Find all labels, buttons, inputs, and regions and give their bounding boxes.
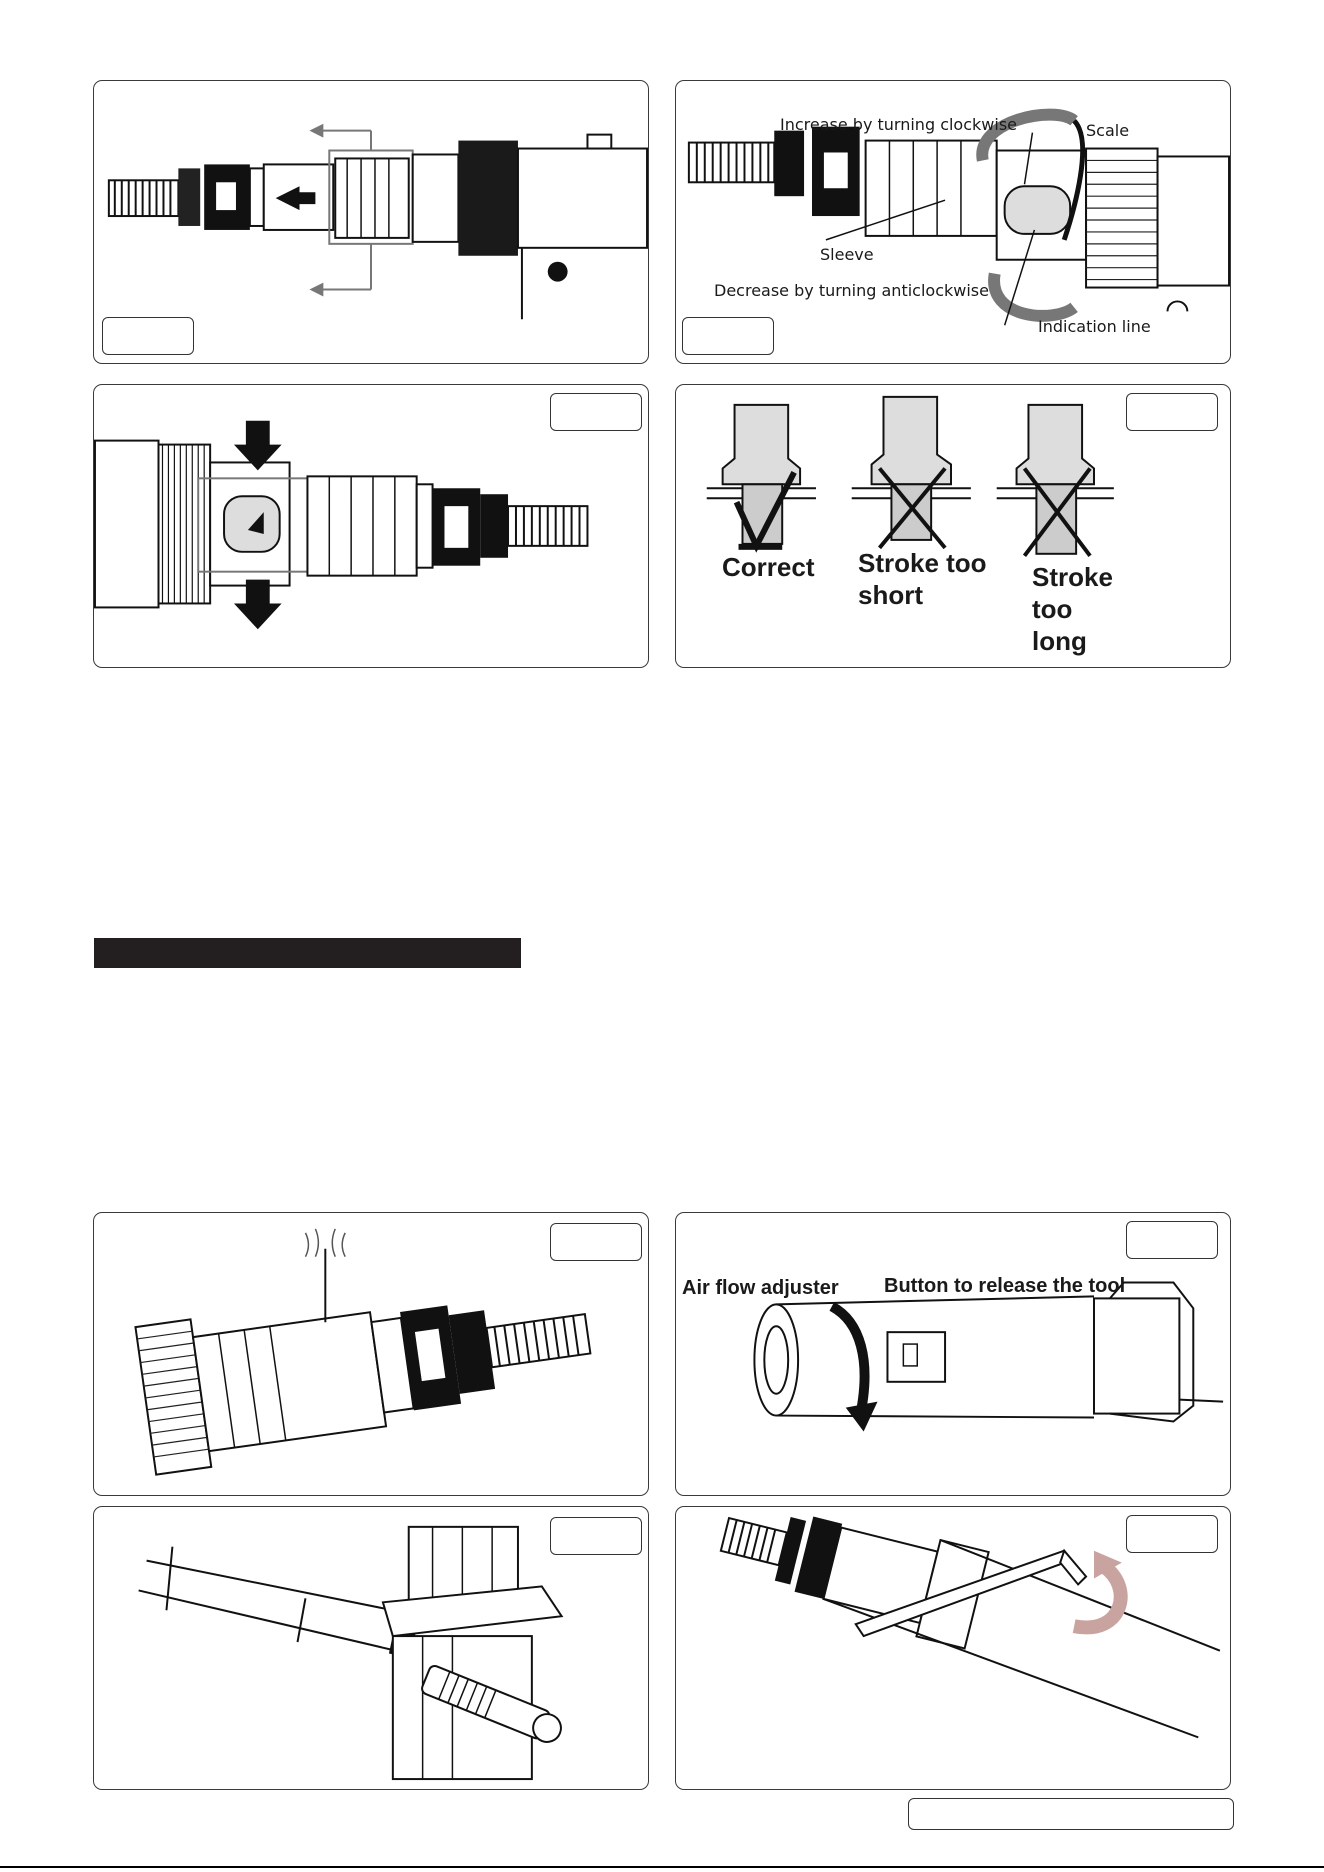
- bottom-rule: [0, 1866, 1324, 1868]
- figure-panel-fitting: [93, 1506, 649, 1790]
- figure-panel-rivet-results: [675, 384, 1231, 668]
- figure-number-tag: [550, 1223, 642, 1261]
- figure-panel-disassembly: [93, 80, 649, 364]
- label-stroke-too-long-line2: too: [1032, 594, 1073, 624]
- figure-number-tag: [682, 317, 774, 355]
- figure-panel-hex-key: [675, 1506, 1231, 1790]
- label-indication-line: Indication line: [1038, 317, 1151, 336]
- label-decrease-anticlockwise: Decrease by turning anticlockwise: [714, 281, 989, 300]
- label-stroke-too-short-line1: Stroke too: [858, 548, 987, 578]
- label-increase-clockwise: Increase by turning clockwise: [780, 115, 1017, 134]
- figure-panel-stroke-adjustment: [675, 80, 1231, 364]
- section-heading-bar: [94, 938, 521, 968]
- label-air-flow-adjuster: Air flow adjuster: [682, 1277, 839, 1299]
- footer-reference-box: [908, 1798, 1234, 1830]
- figure-panel-scale-window: [93, 384, 649, 668]
- figure-number-tag: [102, 317, 194, 355]
- label-stroke-too-long-line3: long: [1032, 626, 1087, 656]
- figure-panel-air-flow: [675, 1212, 1231, 1496]
- figure-panel-lubrication: [93, 1212, 649, 1496]
- figure-number-tag: [1126, 1221, 1218, 1259]
- figure-number-tag: [550, 393, 642, 431]
- label-correct: Correct: [722, 552, 815, 582]
- figure-number-tag: [550, 1517, 642, 1555]
- figure-number-tag: [1126, 393, 1218, 431]
- figure-number-tag: [1126, 1515, 1218, 1553]
- label-release-button: Button to release the tool: [884, 1275, 1126, 1297]
- label-sleeve: Sleeve: [820, 245, 874, 264]
- label-stroke-too-long-line1: Stroke: [1032, 562, 1113, 592]
- label-scale: Scale: [1086, 121, 1130, 140]
- label-stroke-too-short-line2: short: [858, 580, 923, 610]
